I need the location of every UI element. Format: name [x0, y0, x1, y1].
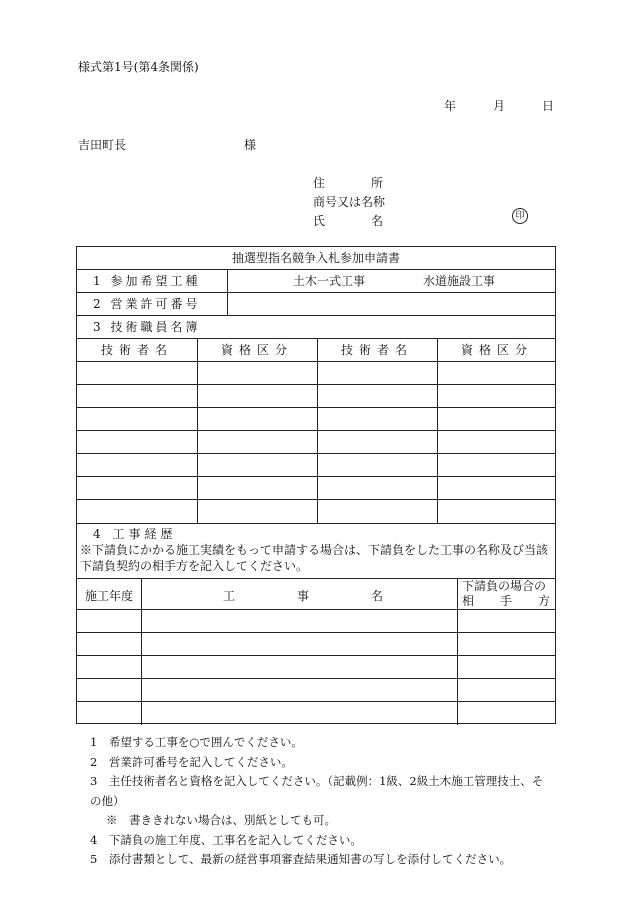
form-number: 様式第1号(第4条関係) [78, 60, 199, 74]
name-label: 氏 名 [313, 214, 383, 228]
header-construction-name: 工 事 名 [223, 589, 383, 603]
header-construction-year: 施工年度 [84, 589, 133, 603]
note-4: 4 下請負の施工年度、工事名を記入してください。 [90, 832, 362, 847]
option-waterworks[interactable]: 水道施設工事 [423, 274, 496, 288]
form-title: 抽選型指名競争入札参加申請書 [231, 251, 400, 265]
header-subcontract-line2: 相 手 方 [462, 594, 550, 608]
header-engineer-name-1: 技術者名 [100, 343, 173, 357]
addressee-name: 吉田町長 [78, 138, 127, 152]
note-5: 5 添付書類として、最新の経営事項審査結果通知書の写しを添付してください。 [90, 852, 512, 866]
seal-icon: 印 [512, 208, 528, 224]
day-label: 日 [541, 99, 554, 113]
header-subcontract-line1: 下請負の場合の [462, 579, 547, 593]
section1-label: 1 参加希望工種 [93, 274, 201, 288]
addressee-honorific: 様 [244, 138, 257, 152]
notes [90, 733, 560, 870]
section4-note-line2: 下請負契約の相手方を記入してください。 [80, 559, 309, 573]
note-3: 3 主任技術者名と資格を記入してください。（記載例：1級、2級土木施工管理技士、そ [90, 774, 544, 788]
header-engineer-name-2: 技術者名 [340, 343, 413, 357]
section2-label: 2 営業許可番号 [93, 297, 201, 311]
business-name-label: 商号又は名称 [313, 195, 386, 209]
option-civil-engineering[interactable]: 土木一式工事 [293, 274, 366, 288]
section3-label: 3 技術職員名簿 [93, 320, 201, 334]
section4-label: 4 工事経歴 [93, 527, 177, 541]
addressee [78, 136, 257, 153]
header-qualification-2: 資格区分 [460, 343, 533, 357]
year-label: 年 [444, 99, 457, 113]
note-1: 1 希望する工事を○で囲んでください。 [90, 735, 303, 749]
application-form-table [76, 246, 556, 724]
note-supplement: ※ 書ききれない場合は、別紙としても可。 [106, 813, 336, 827]
applicant-block [313, 174, 385, 231]
note-2: 2 営業許可番号を記入してください。 [90, 754, 293, 769]
date-fields [444, 97, 554, 114]
note-3-continued: の他） [90, 793, 125, 808]
month-label: 月 [492, 99, 505, 113]
address-label: 住 所 [313, 176, 383, 190]
header-qualification-1: 資格区分 [220, 343, 293, 357]
section4-note-line1: ※下請負にかかる施工実績をもって申請する場合は、下請負をした工事の名称及び当該 [80, 543, 549, 557]
